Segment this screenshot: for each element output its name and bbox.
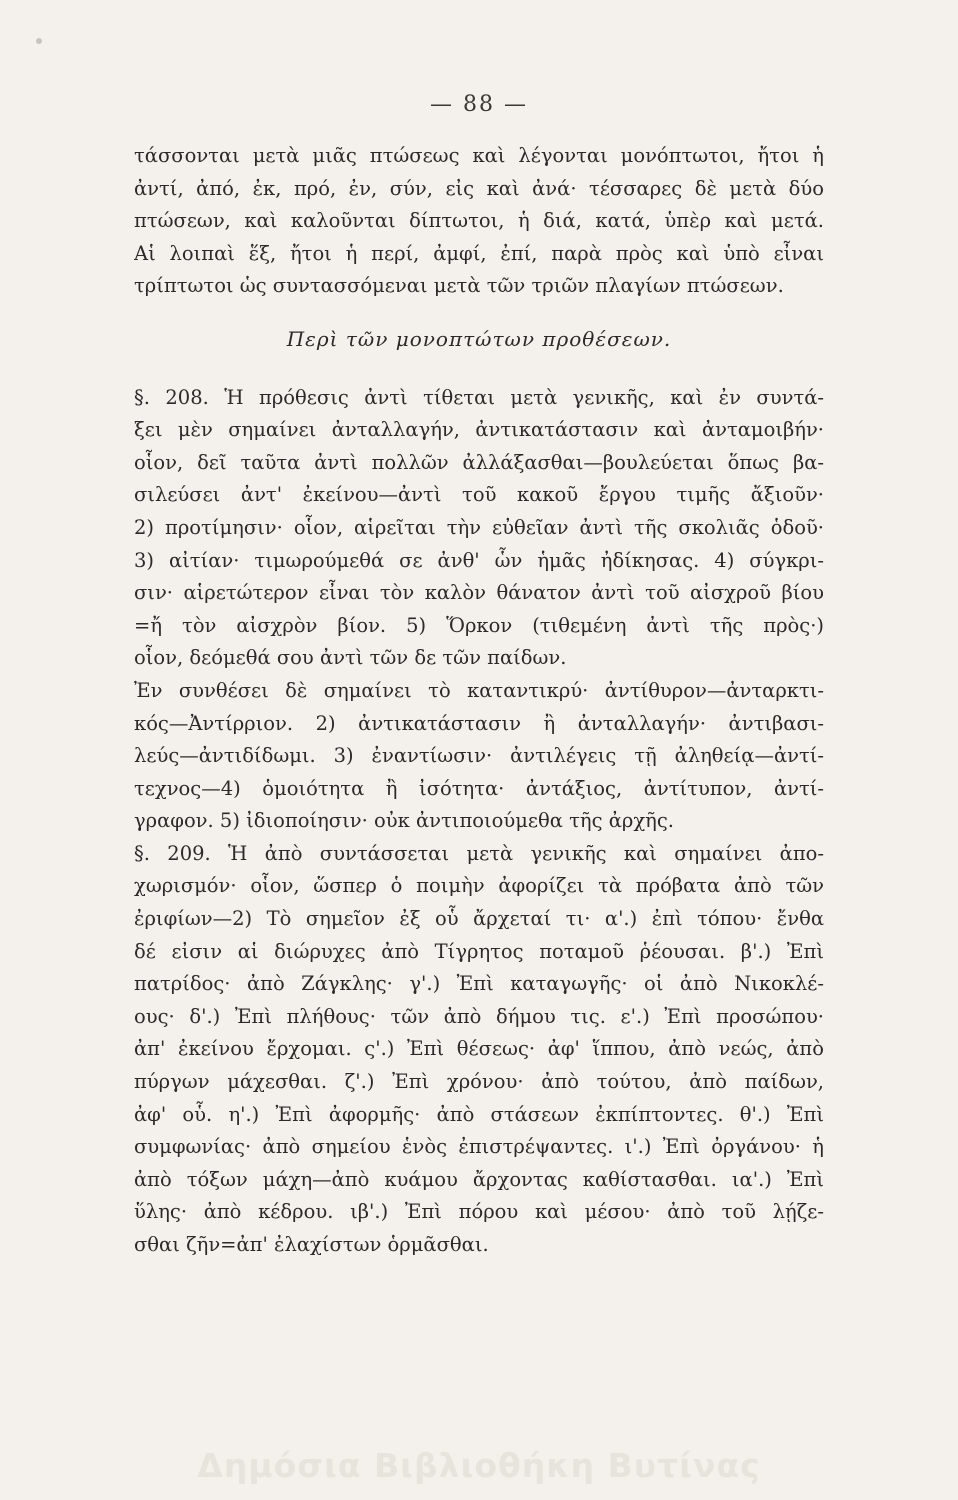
text-line: ξει μὲν σημαίνει ἀνταλλαγήν, ἀντικατάστασιν καὶ ἀνταμοιβήν· bbox=[134, 418, 824, 442]
text-line: 2) προτίμησιν· οἷον, αἱρεῖται τὴν εὐθεῖαν ἀντὶ τῆς σκολιᾶς ὁδοῦ· bbox=[134, 515, 824, 539]
text-line: οἷον, δεόμεθά σου ἀντὶ τῶν δε τῶν παίδων. bbox=[134, 646, 567, 670]
library-watermark: Δημόσια Βιβλιοθήκη Βυτίνας bbox=[197, 1446, 761, 1485]
text-line: γραφον. 5) ἰδιοποίησιν· οὐκ ἀντιποιούμεθα τῆς ἀρχῆς. bbox=[134, 809, 674, 833]
text-line: οἷον, δεῖ ταῦτα ἀντὶ πολλῶν ἀλλάξασθαι—βουλεύεται ὅπως βα- bbox=[134, 450, 824, 474]
text-line: ὕλης· ἀπὸ κέδρου. ιβ'.) Ἐπὶ πόρου καὶ μέσου· ἀπὸ τοῦ λῄζε- bbox=[134, 1200, 824, 1224]
body-text bbox=[134, 140, 824, 1262]
text-line: τεχνος—4) ὁμοιότητα ἢ ἰσότητα· ἀντάξιος, ἀντίτυπον, ἀντί- bbox=[134, 776, 824, 800]
text-line: σιλεύσει ἀντ' ἐκείνου—ἀντὶ τοῦ κακοῦ ἔργου τιμῆς ἄξιοῦν· bbox=[134, 483, 824, 507]
text-line: §. 209. Ἡ ἀπὸ συντάσσεται μετὰ γενικῆς καὶ σημαίνει ἀπο- bbox=[134, 841, 824, 865]
text-line: §. 208. Ἡ πρόθεσις ἀντὶ τίθεται μετὰ γενικῆς, καὶ ἐν συντά- bbox=[134, 385, 824, 409]
paragraph-sections bbox=[134, 382, 824, 1262]
text-line: πτώσεων, καὶ καλοῦνται δίπτωτοι, ἡ διά, κατά, ὑπὲρ καὶ μετά. bbox=[134, 209, 824, 233]
text-line: =ἤ τὸν αἰσχρὸν βίον. 5) Ὅρκον (τιθεμένη ἀντὶ τῆς πρὸς·) bbox=[134, 613, 824, 637]
paragraph-intro bbox=[134, 140, 824, 303]
text-line: Αἱ λοιπαὶ ἕξ, ἤτοι ἡ περί, ἀμφί, ἐπί, παρὰ πρὸς καὶ ὑπὸ εἶναι bbox=[134, 241, 824, 265]
page-number: — 88 — bbox=[430, 92, 528, 117]
text-line: κός—Ἀντίρριον. 2) ἀντικατάστασιν ἢ ἀνταλλαγήν· ἀντιβασι- bbox=[134, 711, 824, 735]
text-line: 3) αἰτίαν· τιμωρούμεθά σε ἀνθ' ὧν ἡμᾶς ἠδίκησας. 4) σύγκρι- bbox=[134, 548, 824, 572]
text-line: λεύς—ἀντιδίδωμι. 3) ἐναντίωσιν· ἀντιλέγεις τῇ ἀληθείᾳ—ἀντί- bbox=[134, 744, 824, 768]
text-line: δέ εἰσιν αἱ διώρυχες ἀπὸ Τίγρητος ποταμοῦ ῥέουσαι. β'.) Ἐπὶ bbox=[134, 939, 824, 963]
text-line: σιν· αἱρετώτερον εἶναι τὸν καλὸν θάνατον ἀντὶ τοῦ αἰσχροῦ βίου bbox=[134, 581, 824, 605]
text-line: τάσσονται μετὰ μιᾶς πτώσεως καὶ λέγονται μονόπτωτοι, ἤτοι ἡ bbox=[134, 144, 824, 167]
text-line: σθαι ζῆν=ἀπ' ἐλαχίστων ὁρμᾶσθαι. bbox=[134, 1233, 489, 1256]
text-line: ἐριφίων—2) Τὸ σημεῖον ἐξ οὗ ἄρχεταί τι· α'.) ἐπὶ τόπου· ἔνθα bbox=[134, 907, 824, 931]
text-line: Ἐν συνθέσει δὲ σημαίνει τὸ καταντικρύ· ἀντίθυρον—ἀνταρκτι- bbox=[134, 678, 824, 702]
text-line: τρίπτωτοι ὡς συντασσόμεναι μετὰ τῶν τριῶν πλαγίων πτώσεων. bbox=[134, 274, 784, 298]
text-line: χωρισμόν· οἷον, ὥσπερ ὁ ποιμὴν ἀφορίζει τὰ πρόβατα ἀπὸ τῶν bbox=[134, 874, 824, 898]
text-line: ἀντί, ἀπό, ἐκ, πρό, ἐν, σύν, εἰς καὶ ἀνά· τέσσαρες δὲ μετὰ δύο bbox=[134, 176, 824, 200]
text-line: συμφωνίας· ἀπὸ σημείου ἑνὸς ἐπιστρέψαντες. ι'.) Ἐπὶ ὀργάνου· ἡ bbox=[134, 1135, 824, 1159]
text-line: ἀφ' οὗ. η'.) Ἐπὶ ἀφορμῆς· ἀπὸ στάσεων ἐκπίπτοντες. θ'.) Ἐπὶ bbox=[134, 1102, 824, 1126]
text-line: ους· δ'.) Ἐπὶ πλήθους· τῶν ἀπὸ δήμου τις. ε'.) Ἐπὶ προσώπου· bbox=[134, 1004, 824, 1028]
paper-speck bbox=[36, 38, 42, 44]
text-line: ἀπ' ἐκείνου ἔρχομαι. ς'.) Ἐπὶ θέσεως· ἀφ' ἵππου, ἀπὸ νεώς, ἀπὸ bbox=[134, 1037, 824, 1061]
text-line: πατρίδος· ἀπὸ Ζάγκλης· γ'.) Ἐπὶ καταγωγῆς· οἱ ἀπὸ Νικοκλέ- bbox=[134, 972, 824, 996]
text-line: πύργων μάχεσθαι. ζ'.) Ἐπὶ χρόνου· ἀπὸ τούτου, ἀπὸ παίδων, bbox=[134, 1070, 824, 1094]
text-line: ἀπὸ τόξων μάχη—ἀπὸ κυάμου ἄρχοντας καθίστασθαι. ια'.) Ἐπὶ bbox=[134, 1167, 824, 1191]
section-heading: Περὶ τῶν μονοπτώτων προθέσεων. bbox=[286, 326, 672, 351]
